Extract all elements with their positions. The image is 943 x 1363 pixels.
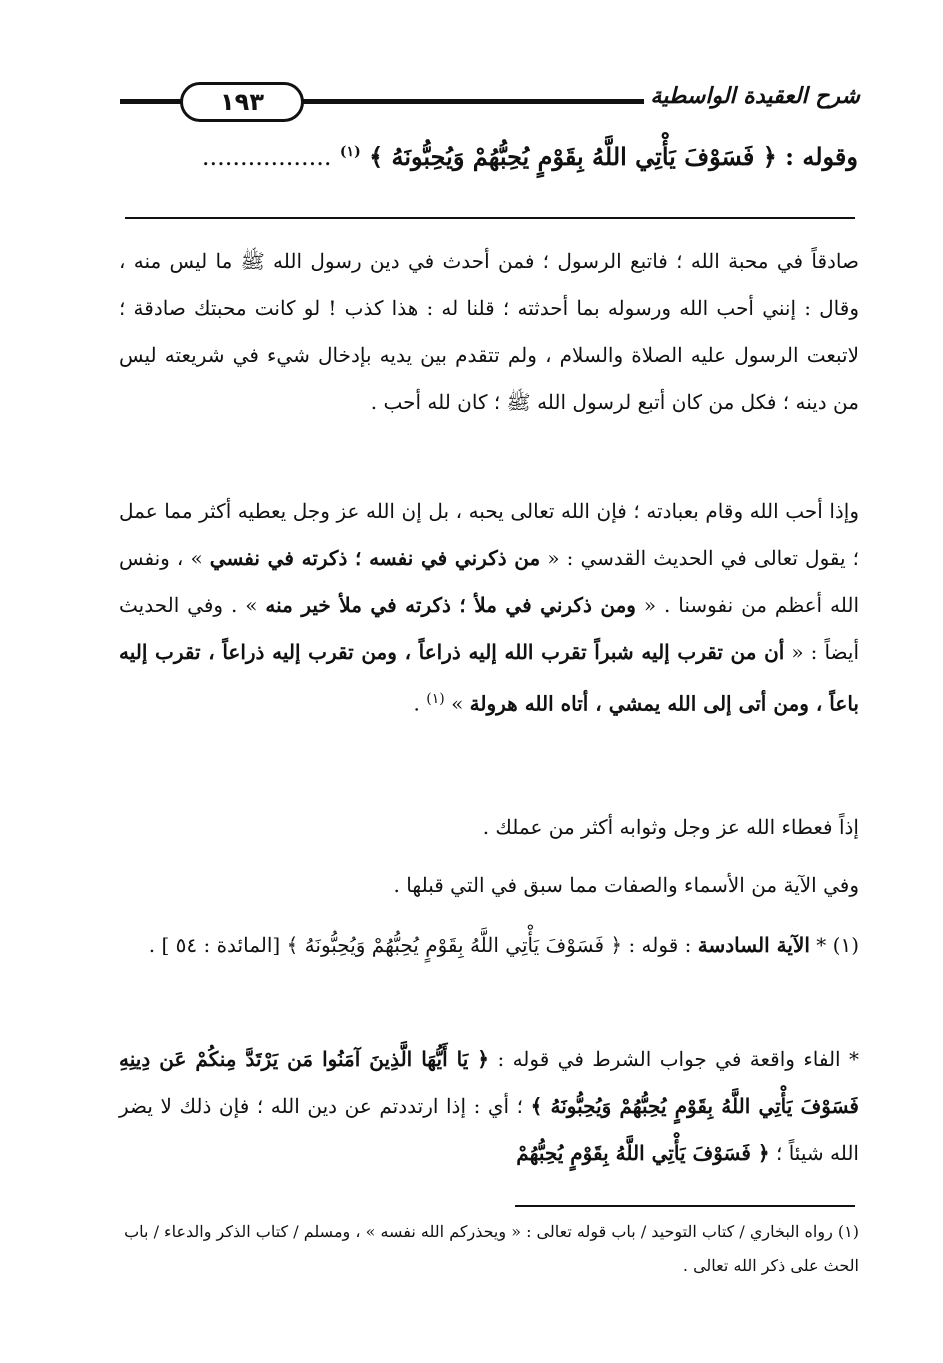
- paragraph-3: إذاً فعطاء الله عز وجل وثوابه أكثر من عملك .: [482, 815, 859, 839]
- header-divider: [125, 217, 855, 219]
- paragraph-5: [119, 922, 859, 969]
- head-verse-ref: (١): [339, 144, 361, 160]
- paragraph-6: [119, 1036, 859, 1177]
- footnote: (١) رواه البخاري / كتاب التوحيد / باب قوله تعالى : « ويحذركم الله نفسه » ، ومسلم / كتاب الذكر والدعاء / باب الحث على ذكر الله تعالى .: [124, 1222, 859, 1275]
- head-verse-dots: .................: [201, 143, 332, 171]
- p5-rest: : قوله : ﴿ فَسَوْفَ يَأْتِي اللَّهُ بِقَوْمٍ يُحِبُّهُمْ وَيُحِبُّونَهُ ﴾ [المائدة : ٥٤ ] .: [148, 933, 692, 957]
- header-rule-right: [298, 99, 644, 104]
- page-number: ١٩٣: [180, 82, 304, 122]
- p2-end: .: [413, 691, 420, 716]
- hadith-quote-2: ومن ذكرني في ملأ ؛ ذكرته في ملأ خير منه: [265, 593, 636, 617]
- header-rule-left: [120, 99, 182, 104]
- head-verse-text: وقوله : ﴿ فَسَوْفَ يَأْتِي اللَّهُ بِقَوْمٍ يُحِبُّهُمْ وَيُحِبُّونَهُ ﴾: [369, 142, 858, 171]
- p6-verse-2: ﴿ فَسَوْفَ يَأْتِي اللَّهُ بِقَوْمٍ يُحِبُّهُمْ: [516, 1141, 770, 1165]
- book-title: شرح العقيدة الواسطية: [650, 84, 860, 109]
- hadith-quote-3: أن من تقرب إليه شبراً تقرب الله إليه ذراعاً ، ومن تقرب إليه ذراعاً ، تقرب إليه باعاً ، ومن أتى إلى الله يمشي ، أتاه الله هرولة: [119, 640, 859, 716]
- paragraph-1: صادقاً في محبة الله ؛ فاتبع الرسول ؛ فمن أحدث في دين رسول الله ﷺ ما ليس منه ، وقال : إنني أحب الله ورسوله بما أحدثته ؛ قلنا له : هذا كذب ! لو كانت محبتك صادقة ؛ لاتبعت الرسول عليه الصلاة والسلام ، ولم تتقدم بين يديه بإدخال شيء في شريعته ليس من دينه ؛ فكل من كان أتبع لرسول الله ﷺ ؛ كان لله أحب .: [119, 249, 859, 414]
- footnote-rule: [515, 1205, 855, 1207]
- p6-text-a: * الفاء واقعة في جواب الشرط في قوله :: [497, 1047, 859, 1071]
- paragraph-4: وفي الآية من الأسماء والصفات مما سبق في التي قبلها .: [393, 873, 859, 897]
- p2-text-a: وإذا أحب الله وقام بعبادته ؛ فإن الله تعالى يحبه ، بل إن الله عز وجل يعطيه أكثر مما عمل ؛ يقول تعالى في الحديث القدسي : «: [119, 499, 860, 570]
- p2-footnote-ref: (١): [426, 691, 445, 707]
- page-header: [120, 82, 860, 120]
- p2-text-d: » . وفي الحديث أيضاً : «: [119, 593, 860, 664]
- p6-text-c: ؛ أي : إذا ارتددتم عن دين الله ؛ فإن ذلك لا يضر الله شيئاً ؛: [119, 1094, 859, 1165]
- p2-text-e: »: [451, 691, 464, 716]
- paragraph-2: [119, 488, 859, 728]
- head-verse: [202, 142, 858, 171]
- p6-verse-1: ﴿ يَا أَيُّهَا الَّذِينَ آمَنُوا مَن يَرْتَدَّ مِنكُمْ عَن دِينِهِ فَسَوْفَ يَأْتِي اللَّهُ بِقَوْمٍ يُحِبُّهُمْ وَيُحِبُّونَهُ ﴾: [119, 1047, 859, 1118]
- p5-heading: الآية السادسة: [697, 933, 810, 957]
- p5-number: (١) *: [816, 933, 859, 957]
- p2-text-c: » ، ونفس الله أعظم من نفوسنا . «: [119, 546, 860, 617]
- hadith-quote-1: من ذكرني في نفسه ؛ ذكرته في نفسي: [209, 546, 541, 570]
